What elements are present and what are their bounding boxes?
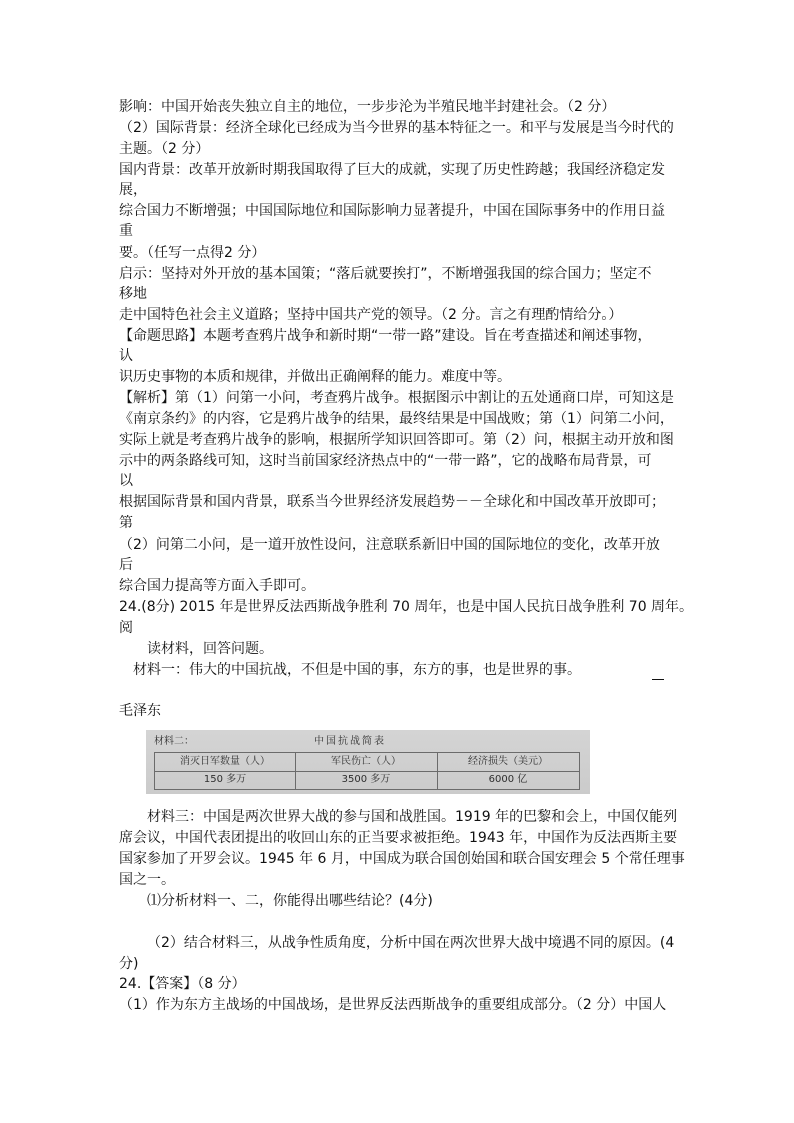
answer-line: （1）作为东方主战场的中国战场，是世界反法西斯战争的重要组成部分。（2 分）中国人	[119, 997, 667, 1013]
text-line: 国家参加了开罗会议。1945 年 6 月，中国成为联合国创始国和联合国安理会 5 个常任理事	[119, 851, 685, 867]
attribution-dash	[652, 679, 664, 680]
text-line: 主题。（2 分）	[119, 141, 210, 157]
text-line: 走中国特色社会主义道路；坚持中国共产党的领导。（2 分。言之有理酌情给分。）	[119, 307, 623, 323]
text-line: （2）国际背景：经济全球化已经成为当今世界的基本特征之一。和平与发展是当今时代的	[119, 120, 674, 136]
text-line: 移地	[119, 286, 147, 302]
text-line: 读材料，回答问题。	[147, 641, 273, 657]
sub-question-2: （2）结合材料三，从战争性质角度，分析中国在两次世界大战中境遇不同的原因。(4	[147, 935, 675, 951]
question-24-intro: 24.(8分) 2015 年是世界反法西斯战争胜利 70 周年，也是中国人民抗日战争胜利 70 周年。	[119, 599, 694, 615]
text-line: 示中的两条路线可知，这时当前国家经济热点中的“一带一路”，它的战略布局背景，可	[119, 453, 652, 469]
table-header: 消灭日军数量（人）	[180, 756, 270, 767]
table-cell: 3500 多万	[341, 774, 391, 785]
answer-heading: 24.【答案】（8 分）	[119, 976, 246, 992]
text-line: 阅	[119, 620, 133, 636]
text-line: 国内背景：改革开放新时期我国取得了巨大的成就，实现了历史性跨越；我国经济稳定发	[119, 162, 665, 178]
table-header: 军民伤亡（人）	[331, 756, 401, 767]
text-line: 重	[119, 223, 133, 239]
text-line: 【命题思路】本题考查鸦片战争和新时期“一带一路”建设。旨在考查描述和阐述事物，	[119, 328, 652, 344]
data-table	[154, 752, 580, 790]
text-line: 启示：坚持对外开放的基本国策；“落后就要挨打”，不断增强我国的综合国力；坚定不	[119, 266, 652, 282]
material-two-table-photo	[146, 730, 590, 794]
text-line: 席会议，中国代表团提出的收回山东的正当要求被拒绝。1943 年，中国作为反法西斯主要	[119, 830, 678, 846]
table-header: 经济损失（美元）	[468, 756, 548, 767]
text-line: 影响：中国开始丧失独立自主的地位，一步步沦为半殖民地半封建社会。（2 分）	[119, 99, 616, 115]
text-line: 认	[119, 348, 133, 364]
text-line: 综合国力提高等方面入手即可。	[119, 578, 315, 594]
text-line: 要。（任写一点得2 分）	[119, 245, 266, 261]
text-line: 分)	[119, 956, 139, 972]
text-line: 展，	[119, 182, 147, 198]
text-line: 以	[119, 473, 133, 489]
text-line: 后	[119, 557, 133, 573]
text-line: 实际上就是考查鸦片战争的影响，根据所学知识回答即可。第（2）问，根据主动开放和图	[119, 432, 674, 448]
table-caption: 材料二：	[154, 736, 194, 747]
text-line: 《南京条约》的内容，它是鸦片战争的结果，最终结果是中国战败；第（1）问第二小问，	[119, 411, 674, 427]
text-line: 根据国际背景和国内背景，联系当今世界经济发展趋势－－全球化和中国改革开放即可；	[119, 494, 665, 510]
text-line: 【解析】第（1）问第一小问，考查鸦片战争。根据图示中割让的五处通商口岸，可知这是	[119, 390, 674, 406]
text-line: 国之一。	[119, 872, 175, 888]
material-one: 材料一：伟大的中国抗战，不但是中国的事，东方的事，也是世界的事。	[133, 662, 581, 678]
attribution: 毛泽东	[119, 703, 161, 719]
sub-question-1: ⑴分析材料一、二，你能得出哪些结论？(4分)	[147, 893, 433, 909]
table-cell: 6000 亿	[488, 774, 528, 785]
text-line: 综合国力不断增强；中国国际地位和国际影响力显著提升，中国在国际事务中的作用日益	[119, 203, 665, 219]
table-title: 中国抗战简表	[314, 736, 386, 747]
text-line: 识历史事物的本质和规律，并做出正确阐释的能力。难度中等。	[119, 369, 511, 385]
material-three: 材料三：中国是两次世界大战的参与国和战胜国。1919 年的巴黎和会上，中国仅能列	[147, 809, 678, 825]
text-line: 第	[119, 515, 133, 531]
text-line: （2）问第二小问，是一道开放性设问，注意联系新旧中国的国际地位的变化，改革开放	[119, 537, 660, 553]
table-cell: 150 多万	[203, 774, 247, 785]
